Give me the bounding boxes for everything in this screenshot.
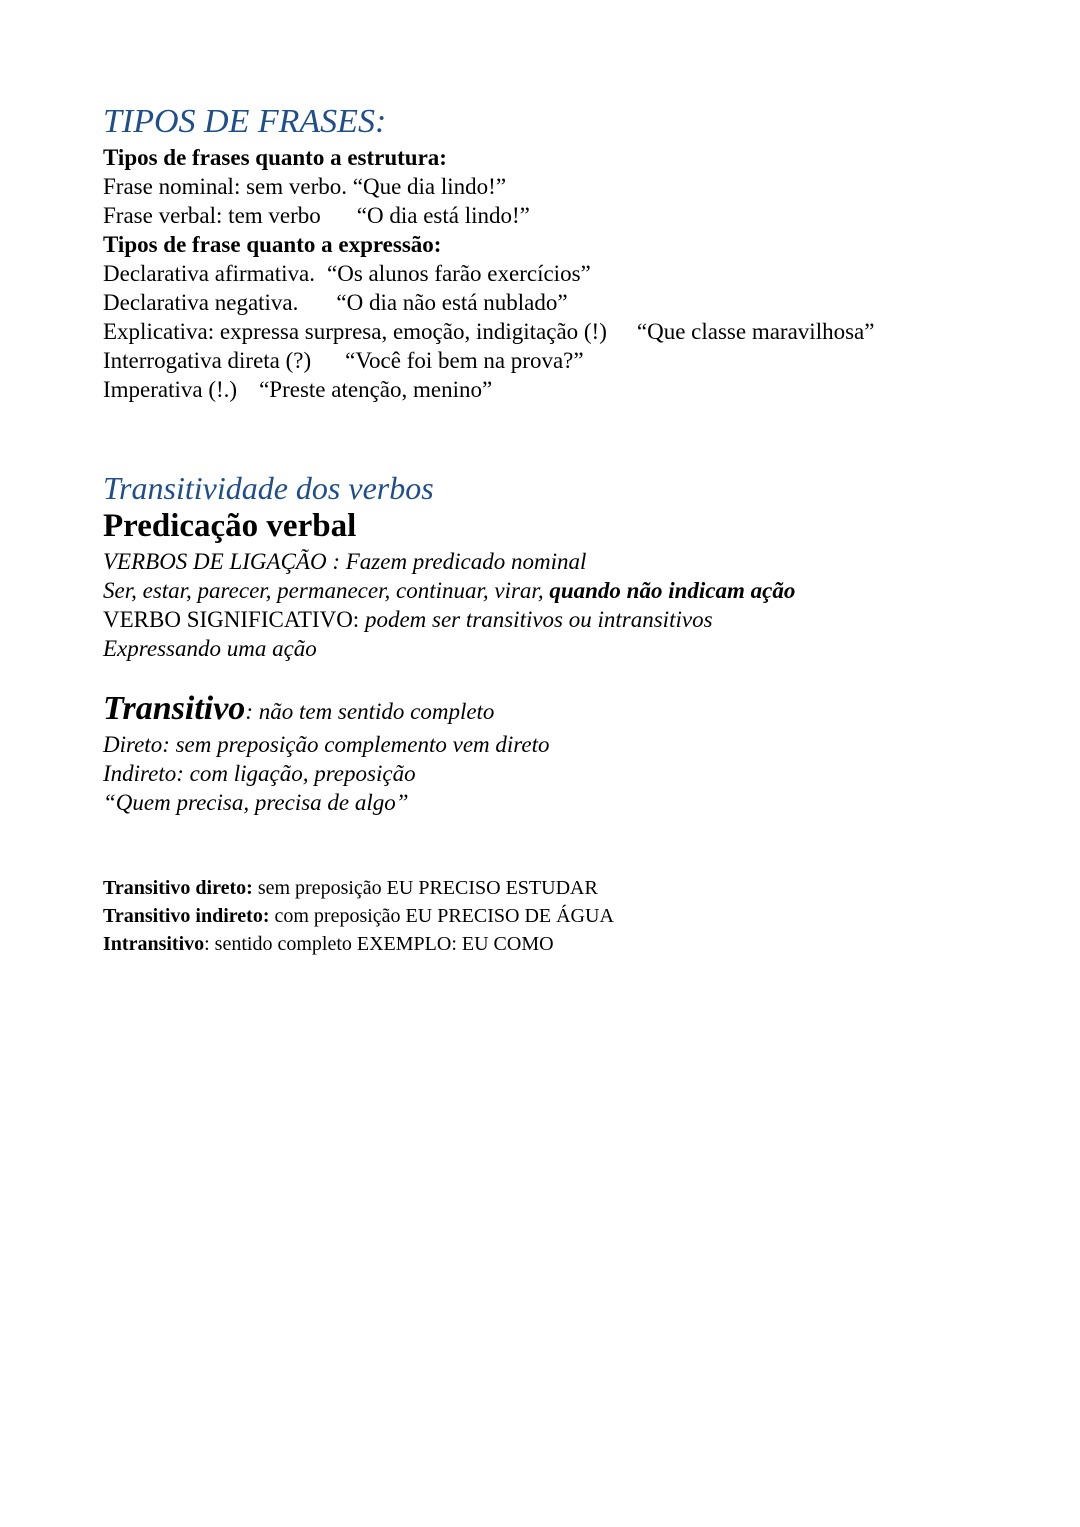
transitivo-line — [103, 690, 494, 728]
quote-line: “Quem precisa, precisa de algo” — [103, 790, 409, 815]
ligacao-line: VERBOS DE LIGAÇÃO : Fazem predicado nominal — [103, 549, 587, 574]
decl-neg-line — [103, 288, 568, 317]
ti-label: Transitivo indireto: — [103, 905, 270, 927]
significativo-line — [103, 605, 713, 634]
ti-text: com preposição EU PRECISO DE ÁGUA — [269, 905, 614, 927]
in-text: : sentido completo EXEMPLO: EU COMO — [204, 933, 554, 955]
nominal-text: Frase nominal: sem verbo. — [103, 174, 353, 199]
section-title-transitividade: Transitividade dos verbos — [103, 470, 434, 506]
transitivo-direto-line — [103, 875, 598, 901]
ligacao-list-text: Ser, estar, parecer, permanecer, continuar, virar, — [103, 578, 550, 603]
explicativa-text: Explicativa: expressa surpresa, emoção, indigitação (!) — [103, 319, 607, 344]
nominal-line — [103, 172, 506, 201]
decl-neg-text: Declarativa negativa. — [103, 290, 299, 315]
transitivo-indireto-line — [103, 903, 614, 929]
intransitivo-line — [103, 931, 554, 957]
imperativa-line — [103, 375, 492, 404]
ligacao-list-line — [103, 576, 795, 605]
ligacao-list-bold: quando não indicam ação — [549, 578, 796, 603]
significativo-label: VERBO SIGNIFICATIVO: — [103, 607, 365, 632]
verbal-text: Frase verbal: tem verbo — [103, 203, 321, 228]
decl-afirm-text: Declarativa afirmativa. — [103, 261, 315, 286]
direto-line: Direto: sem preposição complemento vem direto — [103, 732, 550, 757]
interrogativa-text: Interrogativa direta (?) — [103, 348, 312, 373]
expression-heading: Tipos de frase quanto a expressão: — [103, 232, 442, 257]
verbal-line — [103, 201, 530, 230]
transitivo-word: Transitivo — [103, 690, 246, 727]
indireto-line: Indireto: com ligação, preposição — [103, 761, 416, 786]
subtitle-predicacao-verbal: Predicação verbal — [103, 508, 357, 544]
explicativa-example: “Que classe maravilhosa” — [636, 319, 875, 344]
decl-afirm-line — [103, 259, 591, 288]
imperativa-text: Imperativa (!.) — [103, 377, 238, 402]
nominal-example: “Que dia lindo!” — [352, 174, 507, 199]
verbal-example: “O dia está lindo!” — [356, 203, 530, 228]
significativo-text: podem ser transitivos ou intransitivos — [364, 607, 713, 632]
structure-heading: Tipos de frases quanto a estrutura: — [103, 145, 447, 170]
td-label: Transitivo direto: — [103, 877, 253, 899]
interrogativa-example: “Você foi bem na prova?” — [345, 348, 584, 373]
explicativa-line — [103, 317, 874, 346]
decl-afirm-example: “Os alunos farão exercícios” — [327, 261, 591, 286]
decl-neg-example: “O dia não está nublado” — [336, 290, 568, 315]
imperativa-example: “Preste atenção, menino” — [259, 377, 493, 402]
expressando-line: Expressando uma ação — [103, 636, 317, 661]
td-text: sem preposição EU PRECISO ESTUDAR — [252, 877, 598, 899]
transitivo-rest: : não tem sentido completo — [245, 699, 495, 724]
interrogativa-line — [103, 346, 584, 375]
section-title-tipos-de-frases: TIPOS DE FRASES: — [103, 103, 387, 140]
in-label: Intransitivo — [103, 933, 205, 955]
